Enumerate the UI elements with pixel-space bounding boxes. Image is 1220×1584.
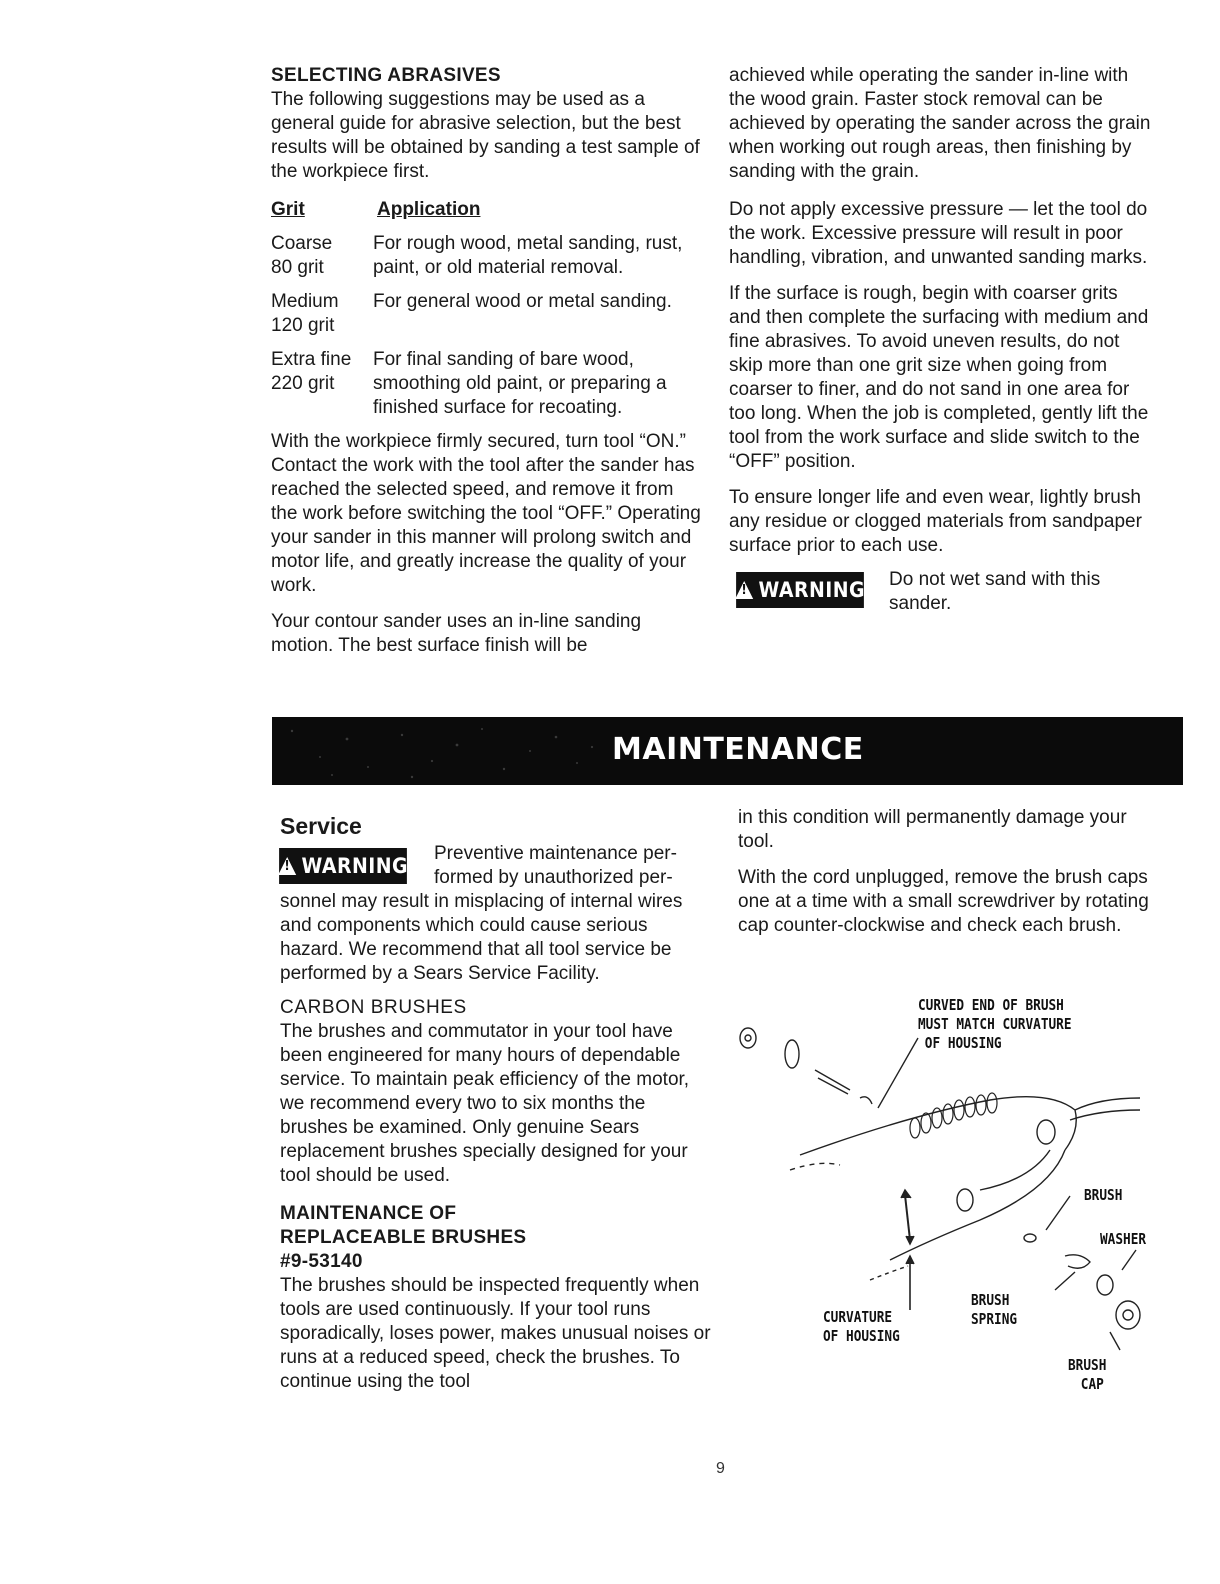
grit-cell	[271, 232, 373, 280]
label-line: BRUSH	[971, 1291, 1010, 1309]
service-heading: Service	[280, 813, 362, 839]
service-warning-line: formed by unauthorized per-	[434, 867, 673, 888]
condition-paragraph: in this condition will permanently damage your tool.	[738, 807, 1127, 852]
carbon-brushes-heading: CARBON BRUSHES	[280, 997, 467, 1018]
heading-line: REPLACEABLE BRUSHES	[280, 1227, 527, 1248]
label-line: OF HOUSING	[924, 1034, 1002, 1052]
grit-size: 120 grit	[271, 315, 335, 336]
longer-life-paragraph: To ensure longer life and even wear, lightly brush any residue or clogged materials from sandpaper surface prior to each use.	[729, 487, 1142, 556]
grit-cell	[271, 290, 373, 338]
grit-name: Extra fine	[271, 349, 352, 370]
washer-label: WASHER	[1100, 1230, 1147, 1248]
warning-badge	[279, 848, 407, 884]
warning-badge	[736, 572, 864, 608]
service-warning	[280, 842, 720, 890]
maintenance-banner	[272, 717, 1183, 785]
warning-label: WARNING	[758, 578, 865, 602]
curvature-label	[823, 1308, 900, 1346]
warning-label: WARNING	[301, 854, 408, 878]
application-cell: For final sanding of bare wood, smoothing old paint, or preparing a finished surface for recoating.	[373, 349, 667, 418]
grit-size: 220 grit	[271, 373, 335, 394]
label-line: CURVED END OF BRUSH	[918, 996, 1064, 1014]
brush-cap-label	[1068, 1356, 1106, 1394]
carbon-brushes-paragraph: The brushes and commutator in your tool have been engineered for many hours of dependable service. To maintain peak efficiency of the motor, we recommend every two to six months the brushes be examined. Only genuine Sears replacement brushes specially designed for your tool should be used.	[280, 1021, 690, 1186]
warning-triangle-icon	[735, 581, 753, 599]
service-paragraph: sonnel may result in misplacing of internal wires and components which could cause serious hazard. We recommend that all tool service be performed by a Sears Service Facility.	[280, 891, 683, 984]
maintenance-title: MAINTENANCE	[612, 732, 864, 767]
grit-column-header: Grit	[271, 199, 305, 220]
service-warning-lines	[434, 842, 677, 890]
application-cell: For rough wood, metal sanding, rust, paint, or old material removal.	[373, 233, 683, 278]
unplugged-paragraph: With the cord unplugged, remove the brush caps one at a time with a small screwdriver by rotating cap counter-clockwise and check each brush.	[738, 867, 1149, 936]
banner-texture	[272, 717, 612, 785]
page-number: 9	[716, 1460, 725, 1477]
brush-label: BRUSH	[1084, 1186, 1123, 1204]
grit-cell	[271, 348, 373, 420]
curved-end-label	[918, 996, 1072, 1053]
rough-surface-paragraph: If the surface is rough, begin with coarser grits and then complete the surfacing with medium and fine abrasives. To avoid uneven results, do not skip more than one grit size when going from coarser to finer, and do not sand in one area for too long. When the job is completed, gently lift the tool from the work surface and slide switch to the “OFF” position.	[729, 283, 1149, 472]
label-line: CAP	[1080, 1375, 1104, 1393]
pressure-paragraph: Do not apply excessive pressure — let the tool do the work. Excessive pressure will result in poor handling, vibration, and unwanted sanding marks.	[729, 199, 1148, 268]
grit-name: Coarse	[271, 233, 333, 254]
housing-outline	[800, 1097, 1076, 1155]
service-warning-line: Preventive maintenance per-	[434, 843, 677, 864]
maintenance-brushes-heading	[280, 1202, 720, 1274]
wet-sand-warning	[729, 568, 1154, 616]
application-cell: For general wood or metal sanding.	[373, 291, 672, 312]
grit-size: 80 grit	[271, 257, 324, 278]
maintenance-brushes-paragraph: The brushes should be inspected frequently when tools are used continuously. If your tool runs sporadically, loses power, makes unusual noises or runs at a reduced speed, check the brushes. To continue using the tool	[280, 1275, 711, 1392]
brush-check-section	[738, 806, 1163, 938]
label-line: BRUSH	[1068, 1356, 1107, 1374]
workpiece-secured-paragraph: With the workpiece firmly secured, turn tool “ON.” Contact the work with the tool after the sander has reached the selected speed, and remove it from the work before switching the tool “OFF.” Operating your sander in this manner will prolong switch and motor life, and greatly increase the quality of your work.	[271, 431, 701, 596]
selecting-abrasives-section	[271, 64, 701, 658]
selecting-abrasives-intro: The following suggestions may be used as a general guide for abrasive selection, but the best results will be obtained by sanding a test sample of the workpiece first.	[271, 89, 700, 182]
service-section	[280, 812, 720, 1394]
brush-spring-label	[971, 1291, 1017, 1329]
application-column-header: Application	[377, 199, 481, 220]
brush-diagram	[730, 990, 1180, 1410]
warning-triangle-icon	[278, 857, 296, 875]
contour-sander-paragraph: Your contour sander uses an in-line sanding motion. The best surface finish will be	[271, 611, 642, 656]
part-number: #9-53140	[280, 1251, 363, 1272]
label-line: CURVATURE	[823, 1308, 893, 1326]
label-line: MUST MATCH CURVATURE	[918, 1015, 1072, 1033]
label-line: SPRING	[971, 1310, 1018, 1328]
achieved-paragraph: achieved while operating the sander in-line with the wood grain. Faster stock removal can be achieved by operating the sander across the grain when working out rough areas, then finishing by sanding with the grain.	[729, 65, 1151, 182]
sanding-technique-section	[729, 64, 1154, 616]
grit-table	[271, 198, 701, 420]
warning-text: Do not wet sand with this sander.	[889, 569, 1101, 614]
selecting-abrasives-heading: SELECTING ABRASIVES	[271, 65, 501, 86]
label-line: OF HOUSING	[823, 1327, 900, 1345]
grit-name: Medium	[271, 291, 339, 312]
heading-line: MAINTENANCE OF	[280, 1203, 457, 1224]
